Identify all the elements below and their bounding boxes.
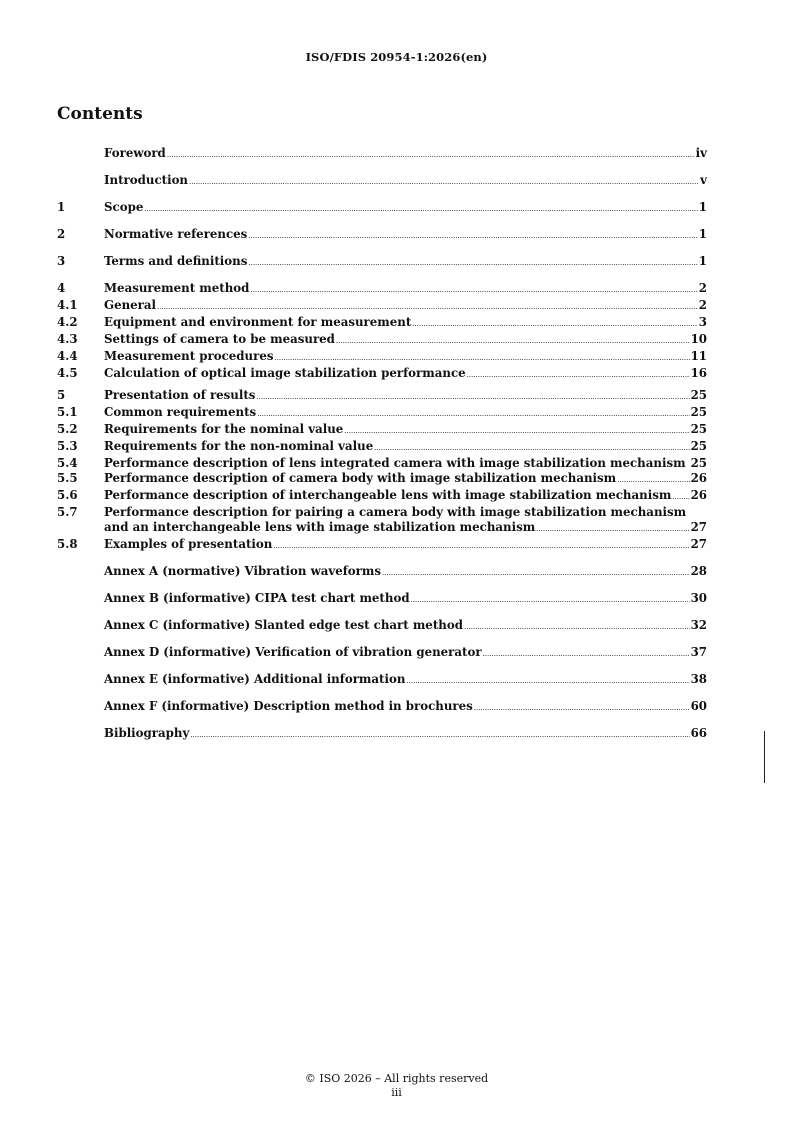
toc-entry-label: General — [104, 298, 157, 312]
toc-entry[interactable] — [57, 173, 707, 190]
toc-entry-number: 2 — [57, 227, 66, 241]
toc-entry-number: 4.4 — [57, 349, 78, 363]
toc-page-number: 2 — [698, 281, 707, 295]
toc-entry-label: Annex A (normative) Vibration waveforms — [104, 564, 382, 578]
toc-entry[interactable] — [57, 254, 707, 271]
toc-page-number: 30 — [690, 591, 707, 605]
toc-entry-label: Measurement method — [104, 281, 250, 295]
dot-leader — [250, 283, 697, 298]
toc-entry-label: Foreword — [104, 146, 166, 160]
toc-entry-body — [104, 366, 707, 383]
toc-entry[interactable] — [57, 505, 707, 537]
toc-entry[interactable] — [57, 227, 707, 244]
dot-leader — [257, 407, 689, 422]
dot-leader — [344, 424, 689, 439]
toc-entry-body — [104, 173, 707, 190]
toc-page-number: 2 — [698, 298, 707, 312]
toc-entry-label: Performance description of interchangeable lens with image stabilization mechanism — [104, 488, 672, 502]
toc-entry[interactable] — [57, 315, 707, 332]
dot-leader — [190, 728, 689, 743]
toc-entry-label: Bibliography — [104, 726, 190, 740]
dot-leader — [406, 674, 689, 689]
toc-entry[interactable] — [57, 471, 707, 488]
toc-page-number: 28 — [690, 564, 707, 578]
toc-entry[interactable] — [57, 298, 707, 315]
toc-page-number: 26 — [690, 488, 707, 502]
dot-leader — [483, 647, 690, 662]
toc-page-number: v — [700, 173, 707, 187]
toc-entry-body — [104, 471, 707, 488]
toc-entry-number: 1 — [57, 200, 66, 214]
toc-entry-body — [104, 254, 707, 271]
toc-entry[interactable] — [57, 349, 707, 366]
toc-entry-label: Presentation of results — [104, 388, 256, 402]
toc-entry-number: 5.7 — [57, 505, 78, 519]
toc-page-number: 25 — [690, 422, 707, 436]
toc-entry[interactable] — [57, 422, 707, 439]
toc-entry[interactable] — [57, 388, 707, 405]
toc-entry-body — [104, 332, 707, 349]
toc-entry-number: 4.5 — [57, 366, 78, 380]
toc-entry-label: Equipment and environment for measurement — [104, 315, 412, 329]
toc-page-number: 25 — [690, 405, 707, 419]
toc-page-number: iv — [695, 146, 707, 160]
copyright-notice: © ISO 2026 – All rights reserved — [304, 1072, 489, 1085]
toc-page-number: 60 — [690, 699, 707, 713]
toc-entry-number: 4.1 — [57, 298, 78, 312]
toc-entry-body — [104, 422, 707, 439]
dot-leader — [256, 390, 689, 405]
toc-entry[interactable] — [57, 591, 707, 608]
toc-entry-label: Common requirements — [104, 405, 257, 419]
dot-leader — [274, 351, 689, 366]
toc-entry[interactable] — [57, 146, 707, 163]
toc-page-number: 37 — [690, 645, 707, 659]
toc-entry-number: 3 — [57, 254, 66, 268]
toc-entry-body — [104, 456, 707, 471]
toc-entry[interactable] — [57, 537, 707, 554]
toc-entry-label: Examples of presentation — [104, 537, 273, 551]
toc-page-number: 27 — [690, 520, 707, 534]
toc-page-number: 1 — [698, 200, 707, 214]
toc-entry-body — [104, 388, 707, 405]
dot-leader — [617, 473, 689, 488]
toc-entry-label-continued: and an interchangeable lens with image stabilization mechanism — [104, 520, 536, 534]
toc-entry-number: 5.5 — [57, 471, 78, 485]
toc-page-number: 38 — [690, 672, 707, 686]
dot-leader — [374, 441, 689, 456]
toc-entry-body — [104, 227, 707, 244]
toc-page-number: 66 — [690, 726, 707, 740]
toc-entry-body — [104, 315, 707, 332]
toc-entry[interactable] — [57, 405, 707, 422]
toc-entry-body — [104, 564, 707, 581]
toc-entry-label: Requirements for the nominal value — [104, 422, 344, 436]
toc-page-number: 25 — [690, 388, 707, 402]
toc-page-number: 3 — [698, 315, 707, 329]
toc-entry-number: 4 — [57, 281, 66, 295]
toc-entry-body — [104, 146, 707, 163]
toc-entry[interactable] — [57, 699, 707, 716]
toc-entry-body — [104, 488, 707, 505]
dot-leader — [464, 620, 690, 635]
toc-entry-label: Calculation of optical image stabilization performance — [104, 366, 466, 380]
toc-entry[interactable] — [57, 332, 707, 349]
toc-page-number: 1 — [698, 227, 707, 241]
toc-entry[interactable] — [57, 726, 707, 743]
toc-entry-number: 5.6 — [57, 488, 78, 502]
toc-entry-label: Performance description for pairing a camera body with image stabilization mechanism — [104, 505, 687, 519]
page-title: Contents — [57, 104, 143, 124]
dot-leader — [474, 701, 690, 716]
toc-page-number: 25 — [690, 439, 707, 453]
toc-entry-number: 5.4 — [57, 456, 78, 470]
toc-entry-number: 5.2 — [57, 422, 78, 436]
toc-entry[interactable] — [57, 564, 707, 581]
toc-page-number: 11 — [690, 349, 707, 363]
toc-entry-label: Annex B (informative) CIPA test chart method — [104, 591, 410, 605]
dot-leader — [382, 566, 690, 581]
toc-entry-body — [104, 405, 707, 422]
dot-leader — [189, 175, 699, 190]
toc-entry-label: Introduction — [104, 173, 189, 187]
dot-leader — [248, 229, 697, 244]
toc-entry-body — [104, 349, 707, 366]
toc-entry-label: Measurement procedures — [104, 349, 274, 363]
dot-leader — [672, 490, 689, 505]
dot-leader — [157, 300, 698, 315]
change-bar — [764, 731, 765, 783]
toc-entry-body — [104, 672, 707, 689]
dot-leader — [467, 368, 690, 383]
toc-entry-label: Scope — [104, 200, 144, 214]
toc-entry-label: Annex E (informative) Additional information — [104, 672, 406, 686]
toc-entry-label: Performance description of lens integrated camera with image stabilization mechanism — [104, 456, 686, 470]
toc-entry-label: Annex F (informative) Description method in brochures — [104, 699, 473, 713]
page-number: iii — [391, 1086, 402, 1099]
toc-entry[interactable] — [57, 281, 707, 298]
toc-entry-number: 5 — [57, 388, 66, 402]
toc-entry-label: Performance description of camera body with image stabilization mechanism — [104, 471, 617, 485]
toc-entry-number: 5.8 — [57, 537, 78, 551]
toc-entry-body — [104, 726, 707, 743]
toc-entry-number: 5.1 — [57, 405, 78, 419]
toc-entry-body — [104, 618, 707, 635]
toc-page-number: 32 — [690, 618, 707, 632]
toc-entry[interactable] — [57, 456, 707, 471]
toc-entry-body — [104, 591, 707, 608]
toc-entry-label: Normative references — [104, 227, 248, 241]
toc-entry[interactable] — [57, 439, 707, 456]
toc-entry[interactable] — [57, 200, 707, 217]
toc-entry-label: Annex C (informative) Slanted edge test chart method — [104, 618, 463, 632]
toc-entry-body — [104, 298, 707, 315]
toc-entry[interactable] — [57, 618, 707, 635]
toc-page-number: 25 — [690, 456, 707, 470]
toc-entry[interactable] — [57, 672, 707, 689]
toc-entry-number: 5.3 — [57, 439, 78, 453]
table-of-contents — [57, 146, 707, 743]
toc-entry-body — [104, 699, 707, 716]
dot-leader — [273, 539, 689, 554]
toc-page-number: 16 — [690, 366, 707, 380]
toc-entry-number: 4.2 — [57, 315, 78, 329]
dot-leader — [336, 334, 690, 349]
toc-entry-body — [104, 645, 707, 662]
toc-entry[interactable] — [57, 645, 707, 662]
toc-page-number: 1 — [698, 254, 707, 268]
toc-entry-label: Requirements for the non-nominal value — [104, 439, 374, 453]
dot-leader — [167, 148, 695, 163]
dot-leader — [248, 256, 697, 271]
dot-leader — [412, 317, 697, 332]
toc-entry[interactable] — [57, 488, 707, 505]
toc-entry-body — [104, 537, 707, 554]
toc-entry-label: Terms and definitions — [104, 254, 248, 268]
toc-entry-body — [104, 200, 707, 217]
toc-entry-number: 4.3 — [57, 332, 78, 346]
dot-leader — [536, 522, 689, 537]
toc-entry-body — [104, 505, 707, 537]
document-id-header: ISO/FDIS 20954-1:2026(en) — [305, 50, 488, 64]
dot-leader — [411, 593, 690, 608]
toc-entry[interactable] — [57, 366, 707, 383]
toc-entry-body — [104, 281, 707, 298]
toc-entry-label: Annex D (informative) Verification of vibration generator — [104, 645, 482, 659]
page-footer — [0, 1072, 793, 1099]
toc-page-number: 27 — [690, 537, 707, 551]
toc-page-number: 10 — [690, 332, 707, 346]
dot-leader — [144, 202, 697, 217]
toc-entry-label: Settings of camera to be measured — [104, 332, 335, 346]
toc-page-number: 26 — [690, 471, 707, 485]
toc-entry-body — [104, 439, 707, 456]
